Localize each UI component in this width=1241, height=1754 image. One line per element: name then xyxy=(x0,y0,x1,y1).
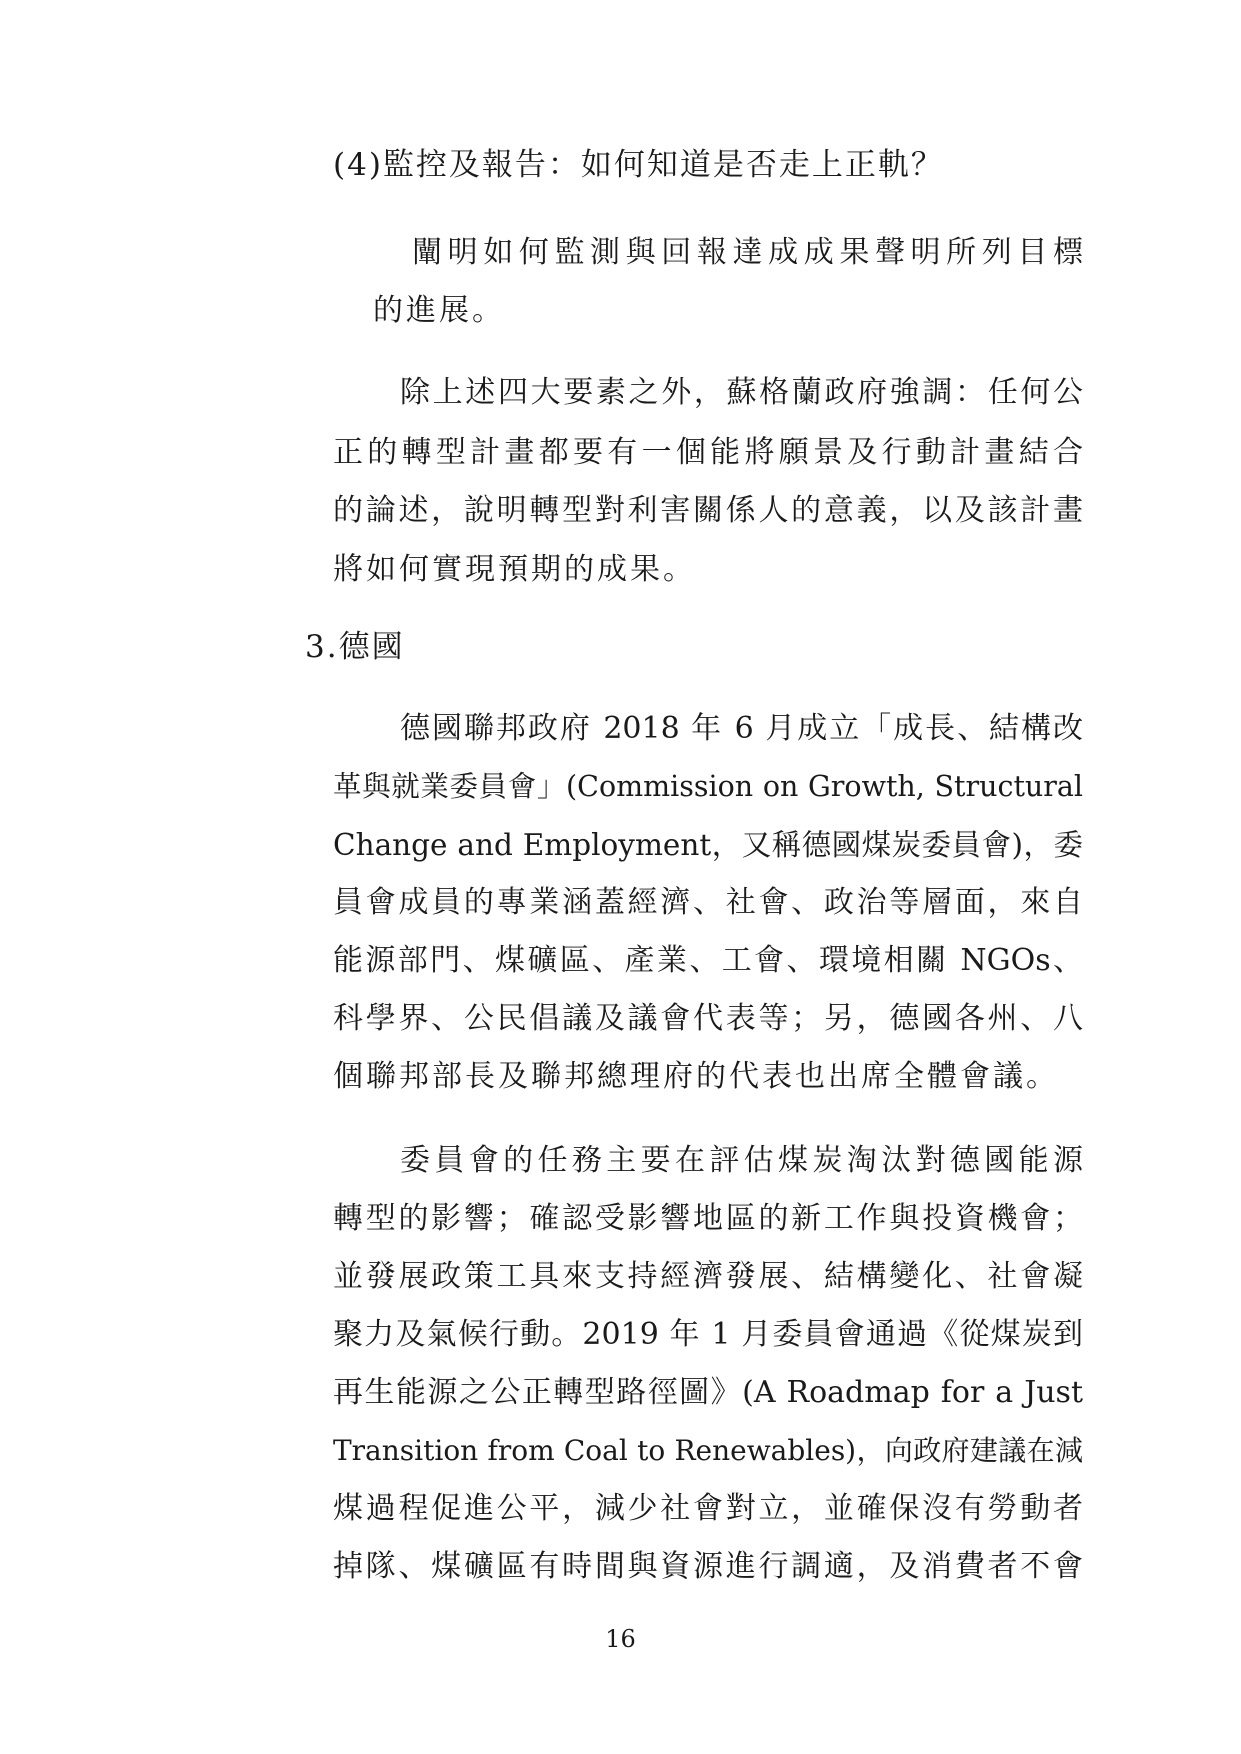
germany-paragraph-1-line-7: 個聯邦部長及聯邦總理府的代表也出席全體會議。 xyxy=(333,1059,1059,1094)
scotland-paragraph-line-2: 正的轉型計畫都要有一個能將願景及行動計畫結合 xyxy=(333,435,1083,470)
germany-heading: 3.德國 xyxy=(305,629,405,665)
page-number: 16 xyxy=(605,1625,636,1653)
germany-paragraph-2-line-8: 掉隊、煤礦區有時間與資源進行調適，及消費者不會 xyxy=(333,1549,1083,1584)
germany-paragraph-1-line-3: Change and Employment，又稱德國煤炭委員會)，委 xyxy=(333,828,1083,862)
scotland-paragraph-line-3: 的論述，說明轉型對利害關係人的意義，以及該計畫 xyxy=(333,493,1083,528)
section-4-paragraph-line-1: 闡明如何監測與回報達成成果聲明所列目標 xyxy=(412,235,1083,270)
germany-paragraph-2-line-4: 聚力及氣候行動。2019 年 1 月委員會通過《從煤炭到 xyxy=(333,1317,1083,1352)
section-4-paragraph-line-2: 的進展。 xyxy=(373,293,505,328)
germany-paragraph-2-line-1: 委員會的任務主要在評估煤炭淘汰對德國能源 xyxy=(400,1143,1083,1178)
germany-paragraph-1-line-1: 德國聯邦政府 2018 年 6 月成立「成長、結構改 xyxy=(400,711,1083,746)
germany-paragraph-2-line-6: Transition from Coal to Renewables)，向政府建議在減 xyxy=(333,1434,1083,1467)
germany-paragraph-2-line-3: 並發展政策工具來支持經濟發展、結構變化、社會凝 xyxy=(333,1259,1083,1294)
germany-paragraph-2-line-5: 再生能源之公正轉型路徑圖》(A Roadmap for a Just xyxy=(333,1375,1083,1410)
section-4-heading: (4)監控及報告：如何知道是否走上正軌？ xyxy=(333,147,944,183)
germany-paragraph-2-line-2: 轉型的影響；確認受影響地區的新工作與投資機會； xyxy=(333,1201,1083,1236)
germany-paragraph-1-line-4: 員會成員的專業涵蓋經濟、社會、政治等層面，來自 xyxy=(333,885,1083,920)
germany-paragraph-2-line-7: 煤過程促進公平，減少社會對立，並確保沒有勞動者 xyxy=(333,1491,1083,1526)
germany-paragraph-1-line-6: 科學界、公民倡議及議會代表等；另，德國各州、八 xyxy=(333,1001,1083,1036)
scotland-paragraph-line-4: 將如何實現預期的成果。 xyxy=(333,552,696,587)
germany-paragraph-1-line-2: 革與就業委員會」(Commission on Growth, Structural xyxy=(333,770,1083,803)
scotland-paragraph-line-1: 除上述四大要素之外，蘇格蘭政府強調：任何公 xyxy=(400,375,1083,410)
germany-paragraph-1-line-5: 能源部門、煤礦區、產業、工會、環境相關 NGOs、 xyxy=(333,943,1083,978)
